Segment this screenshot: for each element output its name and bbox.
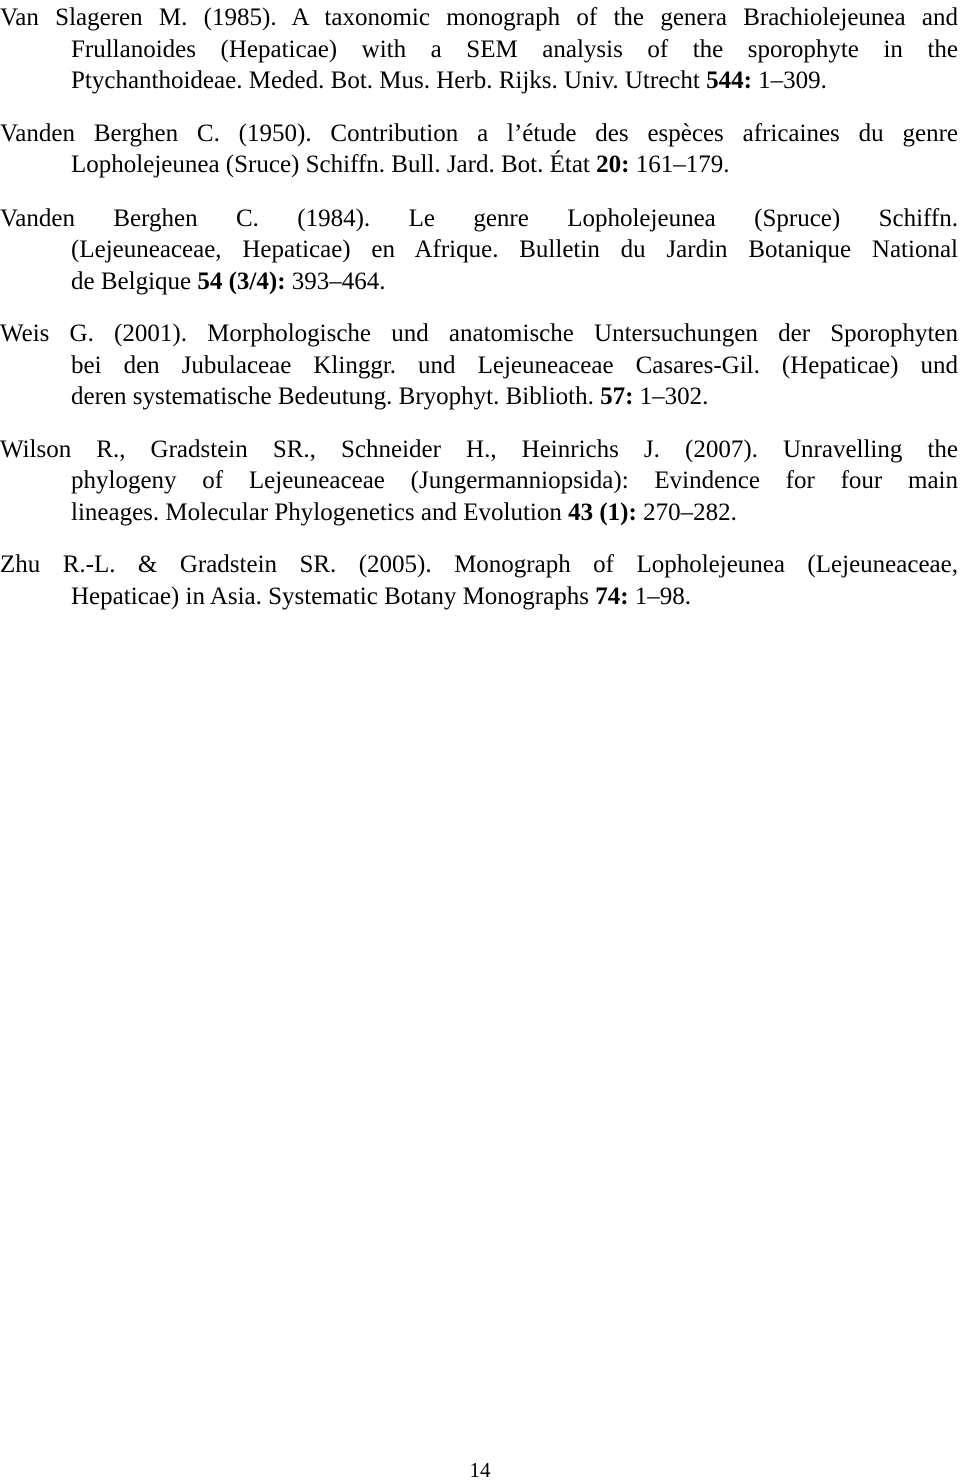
- reference-line: Weis G. (2001). Morphologische und anatomische Untersuchungen der Sporophyten: [0, 320, 958, 347]
- volume-number: 20:: [596, 151, 630, 178]
- reference-line: [0, 381, 958, 413]
- reference-line: [0, 497, 958, 529]
- citation-text: Ptychanthoideae. Meded. Bot. Mus. Herb. Rijks. Univ. Utrecht: [71, 67, 707, 94]
- reference-line: phylogeny of Lejeuneaceae (Jungermanniopsida): Evindence for four main: [71, 467, 958, 494]
- reference-entry: [0, 434, 958, 529]
- reference-line: [0, 581, 958, 613]
- reference-line: Zhu R.-L. & Gradstein SR. (2005). Monograph of Lopholejeunea (Lejeuneaceae,: [0, 551, 958, 578]
- reference-line: [0, 149, 958, 181]
- volume-number: 74:: [595, 582, 629, 610]
- reference-entry: [0, 549, 958, 612]
- reference-line: Vanden Berghen C. (1984). Le genre Lopholejeunea (Spruce) Schiffn.: [0, 204, 958, 232]
- reference-list: [0, 0, 958, 612]
- citation-text: deren systematische Bedeutung. Bryophyt. Biblioth.: [71, 383, 601, 410]
- reference-line: [0, 266, 958, 298]
- page-range: 1–98.: [628, 582, 692, 610]
- reference-entry: [0, 203, 958, 298]
- reference-line: (Lejeuneaceae, Hepaticae) en Afrique. Bulletin du Jardin Botanique National: [71, 236, 958, 263]
- volume-number: 54 (3/4):: [197, 267, 286, 295]
- reference-entry: [0, 118, 958, 181]
- page-range: 1–309.: [751, 67, 827, 94]
- page-number: 14: [469, 1458, 491, 1482]
- reference-entry: [0, 318, 958, 413]
- reference-entry: [0, 0, 958, 97]
- citation-text: de Belgique: [71, 267, 198, 295]
- volume-number: 544:: [706, 67, 752, 94]
- volume-number: 43 (1):: [568, 498, 637, 526]
- page-range: 161–179.: [629, 151, 730, 178]
- page-range: 393–464.: [285, 267, 386, 295]
- reference-line: Van Slageren M. (1985). A taxonomic monograph of the genera Brachiolejeunea and: [0, 4, 958, 31]
- page-range: 1–302.: [633, 383, 709, 410]
- volume-number: 57:: [600, 383, 634, 410]
- reference-line: [0, 65, 958, 97]
- citation-text: Lopholejeunea (Sruce) Schiffn. Bull. Jard. Bot. État: [71, 151, 597, 178]
- reference-line: Wilson R., Gradstein SR., Schneider H., Heinrichs J. (2007). Unravelling the: [0, 435, 958, 463]
- reference-line: Frullanoides (Hepaticae) with a SEM analysis of the sporophyte in the: [71, 35, 958, 63]
- citation-text: Hepaticae) in Asia. Systematic Botany Monographs: [71, 582, 596, 610]
- reference-line: Vanden Berghen C. (1950). Contribution a l’étude des espèces africaines du genre: [0, 119, 958, 147]
- citation-text: lineages. Molecular Phylogenetics and Evolution: [71, 498, 569, 526]
- page-range: 270–282.: [636, 498, 737, 526]
- reference-line: bei den Jubulaceae Klinggr. und Lejeuneaceae Casares-Gil. (Hepaticae) und: [71, 351, 958, 379]
